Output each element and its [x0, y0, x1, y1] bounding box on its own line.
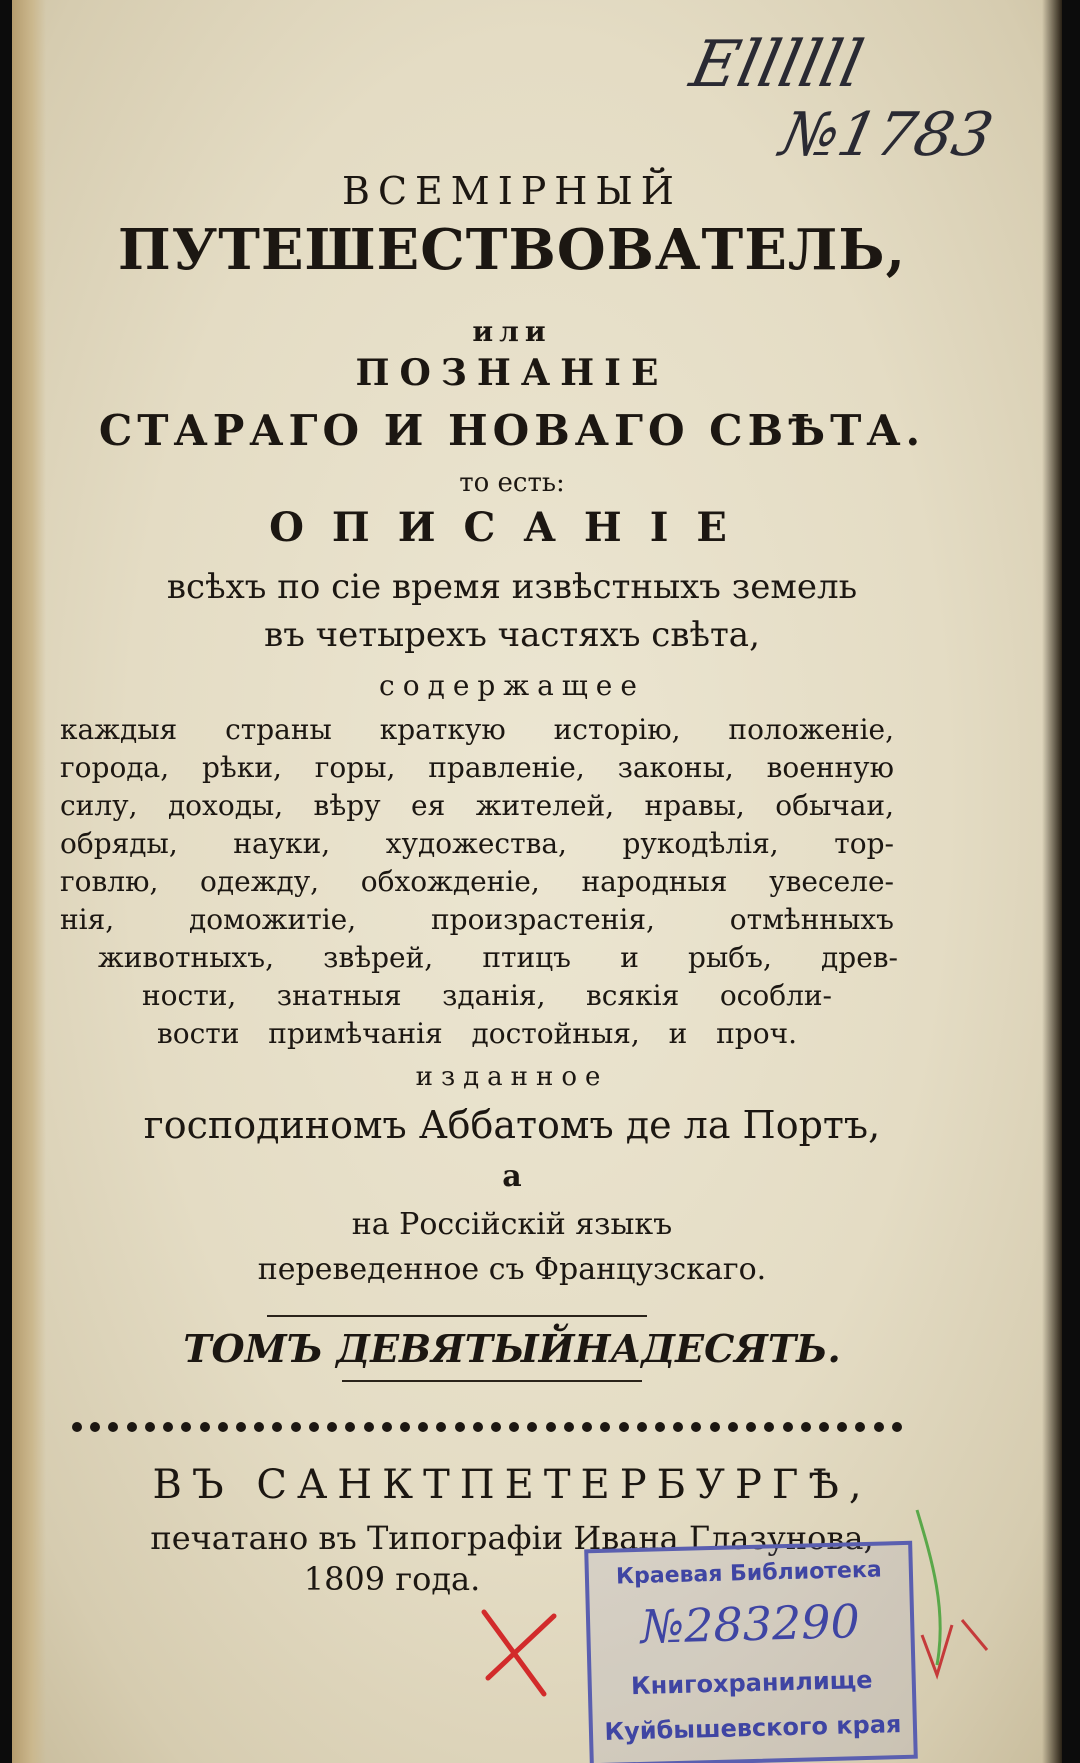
rule-dot — [473, 1422, 483, 1432]
rule-dot — [345, 1422, 355, 1432]
rule-dot — [309, 1422, 319, 1432]
city-line: ВЪ САНКТПЕТЕРБУРГѢ, — [152, 1462, 872, 1508]
stamp-storage: Книгохранилище — [630, 1665, 873, 1701]
rule-dot — [200, 1422, 210, 1432]
rule-dot — [837, 1422, 847, 1432]
rule-dot — [382, 1422, 392, 1432]
rule-dot — [291, 1422, 301, 1432]
red-cross-mark — [474, 1602, 564, 1702]
title-main: ПУТЕШЕСТВОВАТЕЛЬ, — [117, 217, 907, 283]
body-line: обряды, науки, художества, рукодѣлiя, тор- — [60, 827, 894, 860]
title-line-1: ВСЕМIРНЫЙ — [342, 169, 682, 213]
rule-dot — [327, 1422, 337, 1432]
author-line: господиномъ Аббатомъ де ла Портъ, — [143, 1103, 881, 1147]
page-right-edge — [1042, 0, 1062, 1763]
rule-dot — [181, 1422, 191, 1432]
body-line: нiя, доможитiе, произрастенiя, отмѣнныхъ — [60, 903, 894, 936]
rule-dot — [90, 1422, 100, 1432]
rule-dot — [892, 1422, 902, 1432]
rule-dot — [272, 1422, 282, 1432]
rule-dot — [127, 1422, 137, 1432]
rule-dot — [527, 1422, 537, 1432]
rule-dot — [400, 1422, 410, 1432]
translation-line-2: переведенное съ Французскаго. — [257, 1252, 767, 1287]
translation-line-1: на Россiйскiй языкъ — [351, 1207, 673, 1242]
book-page — [12, 0, 1062, 1763]
handwritten-signature: Еllllll — [684, 28, 870, 102]
rule-dot — [655, 1422, 665, 1432]
rule-dot — [764, 1422, 774, 1432]
stamp-region: Куйбышевского края — [604, 1710, 902, 1746]
rule-dot — [546, 1422, 556, 1432]
library-stamp — [584, 1541, 918, 1763]
stamp-number: №283290 — [639, 1594, 861, 1654]
title-or: или — [472, 315, 552, 348]
rule-dot — [364, 1422, 374, 1432]
rule-dot — [819, 1422, 829, 1432]
rule-dot — [436, 1422, 446, 1432]
title-published: изданное — [415, 1062, 609, 1092]
title-that-is: то есть: — [459, 468, 565, 498]
title-line-4: ПОЗНАНIЕ — [355, 352, 669, 394]
stamp-library-name: Краевая Библиотека — [615, 1557, 883, 1590]
rule-dot — [163, 1422, 173, 1432]
rule-dot — [254, 1422, 264, 1432]
body-line: животныхъ, звѣрей, птицъ и рыбъ, древ- — [98, 941, 898, 974]
rule-dot — [600, 1422, 610, 1432]
rule-dot — [710, 1422, 720, 1432]
rule-dot — [582, 1422, 592, 1432]
title-description: ОПИСАНIЕ — [269, 504, 755, 551]
rule-dot — [619, 1422, 629, 1432]
body-line: каждыя страны краткую исторiю, положенiе, — [60, 713, 894, 746]
rule-dot — [728, 1422, 738, 1432]
rule-dot — [855, 1422, 865, 1432]
handwritten-number: №1783 — [774, 100, 999, 170]
rule-dot — [673, 1422, 683, 1432]
rule-dot — [509, 1422, 519, 1432]
body-line: говлю, одежду, обхожденiе, народныя увеселе- — [60, 865, 894, 898]
rule-dot — [491, 1422, 501, 1432]
rule-dot — [236, 1422, 246, 1432]
body-line: силу, доходы, вѣру ея жителей, нравы, обычаи, — [60, 789, 894, 822]
rule-dot — [746, 1422, 756, 1432]
rule-dot — [145, 1422, 155, 1432]
rule-dot — [72, 1422, 82, 1432]
dotted-rule — [72, 1422, 902, 1432]
title-containing: содержащее — [379, 669, 645, 702]
body-line: ности, знатныя зданiя, всякiя особли- — [142, 979, 832, 1012]
rule-dot — [108, 1422, 118, 1432]
title-line-9: въ четырехъ частяхъ свѣта, — [264, 615, 760, 655]
body-line: города, рѣки, горы, правленiе, законы, военную — [60, 751, 894, 784]
rule-dot — [455, 1422, 465, 1432]
rule-dot — [637, 1422, 647, 1432]
separator-rule — [267, 1315, 647, 1317]
rule-dot — [218, 1422, 228, 1432]
body-line: вости примѣчанiя достойныя, и проч. — [157, 1017, 797, 1050]
rule-dot — [783, 1422, 793, 1432]
printer-line: печатано въ Типографiи Ивана Глазунова, — [150, 1519, 874, 1557]
rule-dot — [564, 1422, 574, 1432]
title-line-8: всѣхъ по сiе время извѣстныхъ земель — [166, 567, 858, 607]
rule-dot — [801, 1422, 811, 1432]
separator-rule — [342, 1380, 642, 1382]
rule-dot — [874, 1422, 884, 1432]
title-line-5: СТАРАГО И НОВАГО СВѢТА. — [98, 406, 926, 455]
rule-dot — [418, 1422, 428, 1432]
year-line: 1809 года. — [303, 1560, 481, 1598]
rule-dot — [691, 1422, 701, 1432]
volume-title: ТОМЪ ДЕВЯТЫЙНАДЕСЯТЬ. — [183, 1326, 841, 1371]
conjunction-a: а — [502, 1159, 522, 1194]
red-pencil-mark — [917, 1605, 997, 1695]
